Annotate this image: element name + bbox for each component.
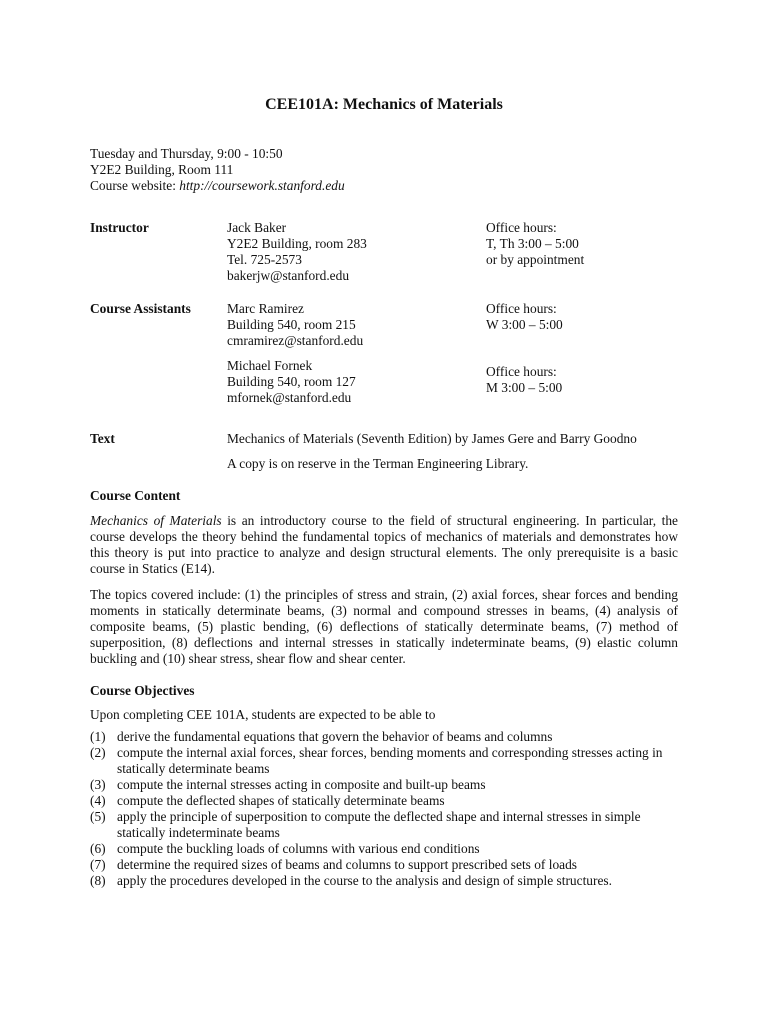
list-item-number: (7) — [90, 857, 106, 872]
list-item — [90, 809, 680, 841]
assistant-name: Marc Ramirez — [227, 301, 304, 316]
assistant-hours-value: M 3:00 – 5:00 — [486, 380, 563, 395]
list-item-number: (3) — [90, 777, 106, 792]
list-item-text: apply the principle of superposition to compute the deflected shape and internal stresses in simple statically indeterminate beams — [117, 809, 641, 840]
assistant-hours-label: Office hours: — [486, 364, 557, 379]
course-objectives-heading: Course Objectives — [90, 683, 195, 698]
course-content-heading: Course Content — [90, 488, 181, 503]
instructor-email[interactable]: bakerjw@stanford.edu — [227, 268, 350, 283]
list-item-number: (5) — [90, 809, 106, 824]
list-item-text: compute the internal axial forces, shear forces, bending moments and corresponding stresses acting in statically determinate beams — [117, 745, 663, 776]
list-item — [90, 777, 680, 793]
website-link[interactable]: http://coursework.stanford.edu — [179, 178, 345, 193]
text-details — [227, 431, 687, 472]
instructor-hours-label: Office hours: — [486, 220, 557, 235]
website-label: Course website: — [90, 178, 180, 193]
list-item — [90, 729, 680, 745]
list-item — [90, 857, 680, 873]
assistant-name: Michael Fornek — [227, 358, 313, 373]
page-title: CEE101A: Mechanics of Materials — [265, 96, 503, 113]
course-title-italic: Mechanics of Materials — [90, 513, 222, 528]
assistant-hours-value: W 3:00 – 5:00 — [486, 317, 563, 332]
list-item-number: (8) — [90, 873, 106, 888]
textbook-title: Mechanics of Materials (Seventh Edition) by James Gere and Barry Goodno — [227, 431, 637, 446]
assistant-contact — [227, 358, 356, 406]
assistant-room: Building 540, room 215 — [227, 317, 356, 332]
objectives-intro: Upon completing CEE 101A, students are expected to be able to — [90, 707, 436, 722]
location-text: Y2E2 Building, Room 111 — [90, 162, 234, 177]
course-content-paragraph — [90, 513, 678, 577]
text-label: Text — [90, 431, 115, 446]
schedule-text: Tuesday and Thursday, 9:00 - 10:50 — [90, 146, 283, 161]
assistant-email[interactable]: mfornek@stanford.edu — [227, 390, 352, 405]
assistant-room: Building 540, room 127 — [227, 374, 356, 389]
list-item — [90, 793, 680, 809]
assistant-contact — [227, 301, 363, 349]
assistant-hours — [486, 364, 562, 396]
list-item-number: (2) — [90, 745, 106, 760]
instructor-room: Y2E2 Building, room 283 — [227, 236, 367, 251]
list-item-number: (1) — [90, 729, 106, 744]
course-meta — [90, 146, 690, 194]
instructor-hours-2: or by appointment — [486, 252, 585, 267]
list-item-text: compute the internal stresses acting in composite and built-up beams — [117, 777, 486, 792]
list-item-text: derive the fundamental equations that govern the behavior of beams and columns — [117, 729, 553, 744]
list-item — [90, 873, 680, 889]
instructor-phone: Tel. 725-2573 — [227, 252, 302, 267]
instructor-hours — [486, 220, 584, 268]
course-content-text: is an introductory course to the field of structural engineering. In particular, the course develops the theory behind the fundamental topics of mechanics of materials and demonstrates how this theory is put into practice to analyze and design structural elements. The only prerequisite is a basic course in Statics (E14). — [90, 513, 678, 576]
objectives-list — [90, 729, 680, 889]
list-item-text: compute the deflected shapes of statically determinate beams — [117, 793, 445, 808]
list-item-text: apply the procedures developed in the course to the analysis and design of simple structures. — [117, 873, 612, 888]
list-item — [90, 745, 680, 777]
topics-paragraph: The topics covered include: (1) the principles of stress and strain, (2) axial forces, shear forces and bending moments in statically determinate beams, (3) normal and compound stresses in beams, (4) analysis of composite beams, (5) plastic bending, (6) deflections of statically determinate beams, (7) method of superposition, (8) deflections and internal stresses in statically indeterminate beams, (9) elastic column buckling and (10) shear stress, shear flow and shear center. — [90, 587, 678, 666]
instructor-contact — [227, 220, 367, 284]
list-item — [90, 841, 680, 857]
assistant-hours-label: Office hours: — [486, 301, 557, 316]
reserve-note: A copy is on reserve in the Terman Engineering Library. — [227, 456, 529, 471]
list-item-text: determine the required sizes of beams and columns to support prescribed sets of loads — [117, 857, 577, 872]
list-item-number: (4) — [90, 793, 106, 808]
assistant-hours — [486, 301, 563, 333]
instructor-hours-1: T, Th 3:00 – 5:00 — [486, 236, 579, 251]
assistants-label: Course Assistants — [90, 301, 191, 316]
list-item-text: compute the buckling loads of columns with various end conditions — [117, 841, 480, 856]
list-item-number: (6) — [90, 841, 106, 856]
assistant-email[interactable]: cmramirez@stanford.edu — [227, 333, 364, 348]
instructor-name: Jack Baker — [227, 220, 287, 235]
website-line — [90, 178, 690, 194]
instructor-label: Instructor — [90, 220, 149, 235]
